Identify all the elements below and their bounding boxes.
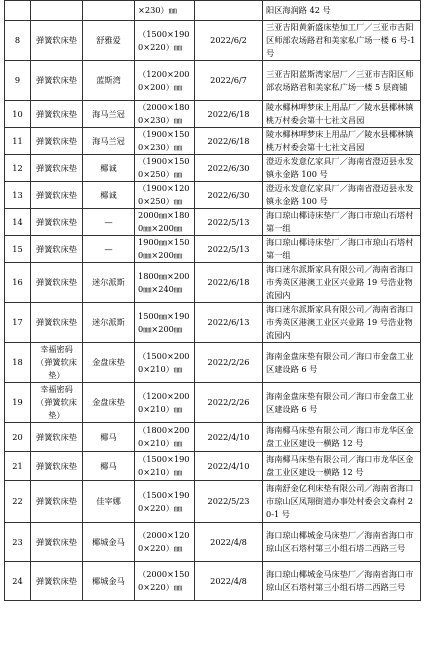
table-row — [5, 452, 421, 481]
table-row — [5, 343, 421, 383]
cell-date: 2022/2/26 — [195, 343, 263, 383]
cell-brand — [83, 1, 135, 21]
cell-no: 8 — [5, 21, 31, 61]
cell-date: 2022/2/26 — [195, 383, 263, 423]
cell-brand: 椰诚 — [83, 155, 135, 182]
cell-product-name: 弹簧软床垫 — [31, 303, 83, 343]
inspection-results-table — [4, 0, 421, 601]
cell-no: 14 — [5, 209, 31, 236]
cell-date: 2022/5/23 — [195, 481, 263, 523]
cell-maker: 海口琼山椰诗床垫厂／海口市琼山石塔村第一组 — [263, 236, 421, 263]
cell-maker: 澄迈永发意亿家具厂／海南省澄迈县永发镇永金路 100 号 — [263, 155, 421, 182]
cell-brand: — — [83, 209, 135, 236]
cell-date: 2022/4/10 — [195, 423, 263, 452]
table-row — [5, 21, 421, 61]
cell-no: 17 — [5, 303, 31, 343]
cell-product-name: 幸福密码（弹簧软床垫） — [31, 383, 83, 423]
cell-spec: （2000×1500×220）㎜ — [135, 562, 195, 601]
cell-product-name: 弹簧软床垫 — [31, 155, 83, 182]
cell-spec: （1200×2000×200）㎜ — [135, 61, 195, 101]
table-row — [5, 209, 421, 236]
cell-product-name: 弹簧软床垫 — [31, 523, 83, 562]
cell-maker: 海口迷尔派斯家具有限公司／海南省海口市秀英区港澳工业区兴业路 19 号浩业物流园内 — [263, 263, 421, 303]
table-row — [5, 155, 421, 182]
cell-spec: （1900×1500×250）㎜ — [135, 155, 195, 182]
cell-date: 2022/5/13 — [195, 236, 263, 263]
cell-product-name: 弹簧软床垫 — [31, 101, 83, 128]
cell-brand: 椰城金马 — [83, 562, 135, 601]
cell-brand: 迷尔派斯 — [83, 263, 135, 303]
cell-maker: 三亚吉阳蓝斯湾家居厂／三亚市吉阳区师部农场路君和美家私广场一楼 5 层商铺 — [263, 61, 421, 101]
cell-no: 10 — [5, 101, 31, 128]
cell-date: 2022/6/7 — [195, 61, 263, 101]
cell-spec: （1800×2000×210）㎜ — [135, 423, 195, 452]
cell-maker: 海口琼山椰城金马床垫厂／海南省海口市琼山区石塔村第三小组石塔二西路三号 — [263, 523, 421, 562]
cell-maker: 海南椰马床垫有限公司／海口市龙华区金盘工业区建设一横路 12 号 — [263, 423, 421, 452]
cell-no: 19 — [5, 383, 31, 423]
cell-date: 2022/6/18 — [195, 128, 263, 155]
cell-brand: 舒雅爱 — [83, 21, 135, 61]
cell-no: 18 — [5, 343, 31, 383]
cell-no: 24 — [5, 562, 31, 601]
table-row — [5, 383, 421, 423]
cell-spec: （1500×1900×220）㎜ — [135, 21, 195, 61]
cell-brand: 迷尔派斯 — [83, 303, 135, 343]
cell-spec: （1900×1500×230）㎜ — [135, 128, 195, 155]
cell-no: 23 — [5, 523, 31, 562]
cell-product-name: 弹簧软床垫 — [31, 61, 83, 101]
cell-no: 20 — [5, 423, 31, 452]
cell-maker: 海口琼山椰城金马床垫厂／海南省海口市琼山区石塔村第三小组石塔二西路三号 — [263, 562, 421, 601]
cell-no: 22 — [5, 481, 31, 523]
cell-spec: （1200×2000×210）㎜ — [135, 383, 195, 423]
cell-brand: 椰诚 — [83, 182, 135, 209]
cell-no — [5, 1, 31, 21]
cell-maker: 海南椰马床垫有限公司／海口市龙华区金盘工业区建设一横路 12 号 — [263, 452, 421, 481]
cell-date: 2022/6/2 — [195, 21, 263, 61]
cell-product-name: 弹簧软床垫 — [31, 236, 83, 263]
table-row — [5, 182, 421, 209]
table-row — [5, 303, 421, 343]
cell-maker: 阳区海润路 42 号 — [263, 1, 421, 21]
table-row — [5, 61, 421, 101]
cell-product-name: 弹簧软床垫 — [31, 263, 83, 303]
cell-spec: （1900×1200×250）㎜ — [135, 182, 195, 209]
cell-product-name: 弹簧软床垫 — [31, 452, 83, 481]
cell-maker: 陵水椰林呷梦床上用品厂／陵水县椰林镇桃万村委会第十七社文昌园 — [263, 128, 421, 155]
cell-spec: （1500×1900×210）㎜ — [135, 452, 195, 481]
table-row — [5, 423, 421, 452]
cell-brand: 金盘床垫 — [83, 343, 135, 383]
table-row — [5, 128, 421, 155]
cell-product-name: 弹簧软床垫 — [31, 562, 83, 601]
cell-date: 2022/5/13 — [195, 209, 263, 236]
cell-date: 2022/6/18 — [195, 101, 263, 128]
cell-brand: 海马兰冠 — [83, 101, 135, 128]
cell-spec: （1500×2000×210）㎜ — [135, 343, 195, 383]
cell-spec: （1500×1900×220）㎜ — [135, 481, 195, 523]
cell-product-name: 弹簧软床垫 — [31, 182, 83, 209]
cell-product-name: 弹簧软床垫 — [31, 481, 83, 523]
cell-maker: 澄迈永发意亿家具厂／海南省澄迈县永发镇永金路 100 号 — [263, 182, 421, 209]
cell-brand: — — [83, 236, 135, 263]
table-row — [5, 101, 421, 128]
cell-spec: ×230）㎜ — [135, 1, 195, 21]
cell-date: 2022/6/30 — [195, 182, 263, 209]
cell-brand: 椰马 — [83, 423, 135, 452]
table-row — [5, 523, 421, 562]
cell-no: 9 — [5, 61, 31, 101]
table-row-continued — [5, 1, 421, 21]
cell-maker: 海南舒金亿利床垫有限公司／海南省海口市琼山区凤翔街道办事处村委会文森村 20-1 号 — [263, 481, 421, 523]
cell-date: 2022/6/30 — [195, 155, 263, 182]
table-row — [5, 263, 421, 303]
cell-spec: 1500㎜×1900㎜×200㎜ — [135, 303, 195, 343]
cell-brand: 佳宰娜 — [83, 481, 135, 523]
cell-spec: 1800㎜×2000㎜×240㎜ — [135, 263, 195, 303]
cell-brand: 金盘床垫 — [83, 383, 135, 423]
cell-date — [195, 1, 263, 21]
cell-date: 2022/4/8 — [195, 562, 263, 601]
table-row — [5, 236, 421, 263]
cell-brand: 蓝斯湾 — [83, 61, 135, 101]
cell-spec: 2000㎜×1800㎜×200㎜ — [135, 209, 195, 236]
cell-no: 16 — [5, 263, 31, 303]
cell-spec: （2000×1800×230）㎜ — [135, 101, 195, 128]
cell-product-name — [31, 1, 83, 21]
cell-maker: 海口琼山椰诗床垫厂／海口市琼山石塔村第一组 — [263, 209, 421, 236]
cell-no: 15 — [5, 236, 31, 263]
cell-maker: 三亚吉阳黄新盛床垫加工厂／三亚市吉阳区师部农场路君和美家私广场一楼 6 号-1 号 — [263, 21, 421, 61]
cell-no: 13 — [5, 182, 31, 209]
cell-maker: 陵水椰林呷梦床上用品厂／陵水县椰林镇桃万村委会第十七社文昌园 — [263, 101, 421, 128]
cell-date: 2022/6/18 — [195, 263, 263, 303]
cell-date: 2022/4/10 — [195, 452, 263, 481]
table-row — [5, 481, 421, 523]
cell-no: 11 — [5, 128, 31, 155]
cell-no: 12 — [5, 155, 31, 182]
cell-brand: 椰马 — [83, 452, 135, 481]
cell-product-name: 幸福密码（弹簧软床垫） — [31, 343, 83, 383]
cell-brand: 椰城金马 — [83, 523, 135, 562]
cell-product-name: 弹簧软床垫 — [31, 209, 83, 236]
cell-spec: （2000×1200×220）㎜ — [135, 523, 195, 562]
cell-date: 2022/4/8 — [195, 523, 263, 562]
cell-maker: 海南金盘床垫有限公司／海口市金盘工业区建设路 6 号 — [263, 383, 421, 423]
cell-product-name: 弹簧软床垫 — [31, 423, 83, 452]
cell-maker: 海口迷尔派斯家具有限公司／海南省海口市秀英区港澳工业区兴业路 19 号浩业物流园内 — [263, 303, 421, 343]
cell-product-name: 弹簧软床垫 — [31, 21, 83, 61]
cell-maker: 海南金盘床垫有限公司／海口市金盘工业区建设路 6 号 — [263, 343, 421, 383]
cell-date: 2022/6/13 — [195, 303, 263, 343]
table-row — [5, 562, 421, 601]
cell-no: 21 — [5, 452, 31, 481]
cell-brand: 海马兰冠 — [83, 128, 135, 155]
cell-spec: 1900㎜×1500㎜×200㎜ — [135, 236, 195, 263]
cell-product-name: 弹簧软床垫 — [31, 128, 83, 155]
